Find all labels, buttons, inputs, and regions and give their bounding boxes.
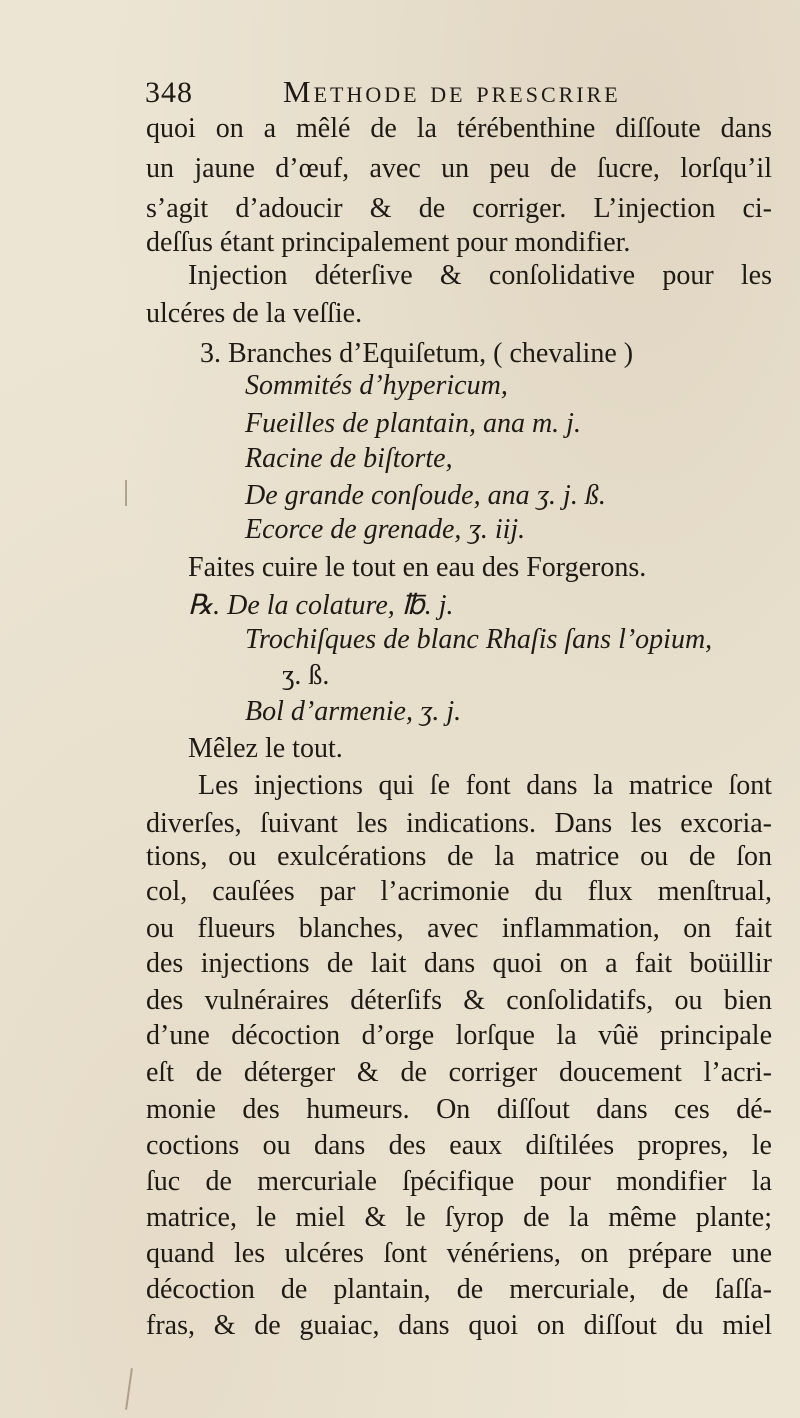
text-line: Les injections qui ſe font dans la matrice ſont xyxy=(198,770,772,801)
recipe-line: Ecorce de grenade, ʒ. iij. xyxy=(245,514,526,545)
recipe-line: Faites cuire le tout en eau des Forgerons. xyxy=(188,552,647,583)
text-line: s’agit d’adoucir & de corriger. L’injection ci- xyxy=(146,193,772,224)
text-line: des vulnéraires déterſifs & conſolidatifs, ou bien xyxy=(146,985,772,1016)
recipe-line: Bol d’armenie, ʒ. j. xyxy=(245,696,462,727)
text-line: décoction de plantain, de mercuriale, de ſaſſa- xyxy=(146,1274,772,1305)
recipe-line: Trochiſques de blanc Rhaſis ſans l’opium, xyxy=(245,624,713,655)
text-line: tions, ou exulcérations de la matrice ou de ſon xyxy=(146,841,772,872)
text-line: coctions ou dans des eaux diſtilées propres, le xyxy=(146,1130,772,1161)
left-edge-mark xyxy=(125,480,127,506)
text-line: matrice, le miel & le ſyrop de la même plante; xyxy=(146,1202,772,1233)
recipe-line: De grande conſoude, ana ʒ. j. ß. xyxy=(245,480,606,511)
text-line: monie des humeurs. On diſſout dans ces dé- xyxy=(146,1094,772,1125)
text-line: col, cauſées par l’acrimonie du flux menſtrual, xyxy=(146,876,772,907)
text-line: diverſes, ſuivant les indications. Dans les excoria- xyxy=(146,808,772,839)
recipe-line: Fueilles de plantain, ana m. j. xyxy=(245,408,581,439)
text-line: d’une décoction d’orge lorſque la vûë principale xyxy=(146,1020,772,1051)
running-title: Methode de prescrire xyxy=(283,74,621,109)
page-number: 348 xyxy=(145,76,193,109)
text-line: deſſus étant principalement pour mondifier. xyxy=(146,227,631,258)
recipe-line: Sommités d’hypericum, xyxy=(245,370,508,401)
left-edge-mark xyxy=(125,1368,133,1410)
text-line: ſuc de mercuriale ſpécifique pour mondifier la xyxy=(146,1166,772,1197)
text-line: ou flueurs blanches, avec inflammation, on fait xyxy=(146,913,772,944)
text-line: Injection déterſive & conſolidative pour les xyxy=(188,260,772,291)
text-line: eſt de déterger & de corriger doucement l’acri- xyxy=(146,1057,772,1088)
text-line: fras, & de guaiac, dans quoi on diſſout du miel xyxy=(146,1310,772,1341)
recipe-line: 3. Branches d’Equiſetum, ( chevaline ) xyxy=(200,338,634,369)
text-line: quoi on a mêlé de la térébenthine diſſoute dans xyxy=(146,113,772,144)
text-line: un jaune d’œuf, avec un peu de ſucre, lorſqu’il xyxy=(146,153,772,184)
text-line: quand les ulcéres ſont vénériens, on prépare une xyxy=(146,1238,772,1269)
text-line: ulcéres de la veſſie. xyxy=(146,298,363,329)
recipe-line: ʒ. ß. xyxy=(282,660,330,691)
recipe-line: Racine de biſtorte, xyxy=(245,443,453,474)
recipe-line: ℞. De la colature, ℔. j. xyxy=(188,590,454,621)
recipe-line: Mêlez le tout. xyxy=(188,733,343,764)
text-line: des injections de lait dans quoi on a fait boüillir xyxy=(146,948,772,979)
